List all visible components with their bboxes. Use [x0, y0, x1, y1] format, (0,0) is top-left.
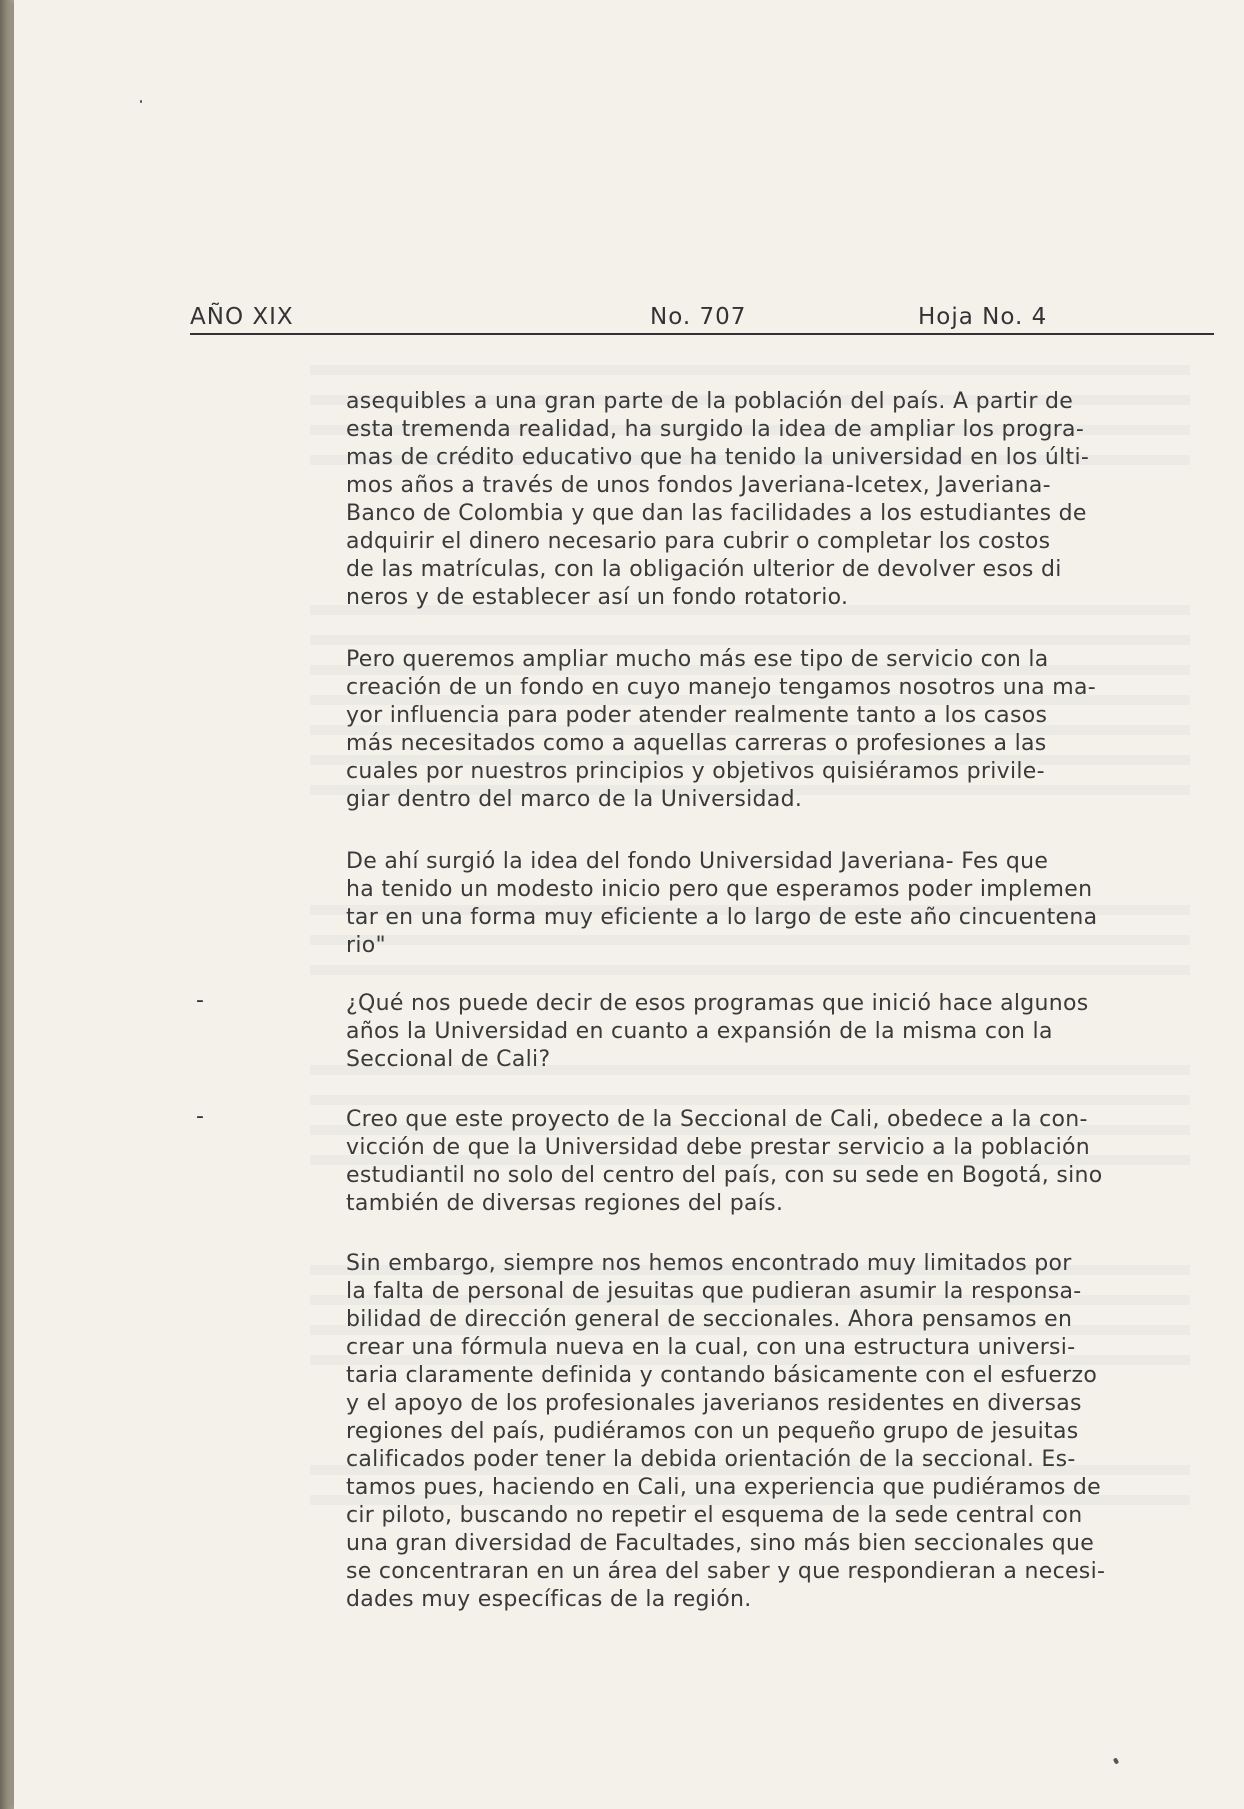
interview-answer: [346, 1106, 1216, 1218]
interview-question: [346, 990, 1216, 1074]
dialogue-dash: -: [196, 988, 204, 1013]
ink-speck: [140, 100, 142, 103]
paragraph-text: Creo que este proyecto de la Seccional de Cali, obedece a la con- vicción de que la Universidad debe prestar servicio a la población estudiantil no solo del centro del país, con su sede en Bogotá, sino también de diversas regiones del país.: [346, 1107, 1103, 1216]
paragraph-6: [346, 1250, 1216, 1614]
binding-shadow: [0, 0, 14, 1809]
header-rule: [190, 333, 1214, 335]
header-sheet-number: Hoja No. 4: [918, 304, 1048, 330]
paragraph-text: Pero queremos ampliar mucho más ese tipo de servicio con la creación de un fondo en cuyo manejo tengamos nosotros una ma- yor influencia para poder atender realmente tanto a los casos más necesitados como a aquellas carreras o profesiones a las cuales por nuestros principios y objetivos quisiéramos privile- giar dentro del marco de la Universidad.: [346, 647, 1096, 812]
paragraph-text: asequibles a una gran parte de la población del país. A partir de esta tremenda realidad, ha surgido la idea de ampliar los progra- mas de crédito educativo que ha tenido la universidad en los últi- mos años a través de unos fondos Javeriana-Icetex, Javeriana- Banco de Colombia y que dan las facilidades a los estudiantes de adquirir el dinero necesario para cubrir o completar los costos de las matrículas, con la obligación ulterior de devolver esos di neros y de establecer así un fondo rotatorio.: [346, 389, 1090, 610]
paragraph-text: ¿Qué nos puede decir de esos programas que inició hace algunos años la Universidad en cuanto a expansión de la misma con la Seccional de Cali?: [346, 991, 1089, 1072]
paragraph-1: [346, 388, 1216, 612]
paragraph-2: [346, 646, 1216, 814]
page-header: [190, 304, 1214, 334]
header-issue-number: No. 707: [650, 304, 747, 330]
paragraph-text: Sin embargo, siempre nos hemos encontrado muy limitados por la falta de personal de jesuitas que pudieran asumir la responsa- bilidad de dirección general de seccionales. Ahora pensamos en crear una fórmula nueva en la cual, con una estructura universi- taria claramente definida y contando básicamente con el esfuerzo y el apoyo de los profesionales javerianos residentes en diversas regiones del país, pudiéramos con un pequeño grupo de jesuitas calificados poder tener la debida orientación de la seccional. Es- tamos pues, haciendo en Cali, una experiencia que pudiéramos de cir piloto, buscando no repetir el esquema de la sede central con una gran diversidad de Facultades, sino más bien seccionales que se concentraran en un área del saber y que respondieran a necesi- dades muy específicas de la región.: [346, 1251, 1106, 1612]
dialogue-dash: -: [196, 1104, 204, 1129]
paragraph-text: De ahí surgió la idea del fondo Universidad Javeriana- Fes que ha tenido un modesto inicio pero que esperamos poder implemen tar en una forma muy eficiente a lo largo de este año cincuentena rio": [346, 849, 1098, 958]
header-year: AÑO XIX: [190, 304, 294, 330]
paragraph-3: [346, 848, 1216, 960]
